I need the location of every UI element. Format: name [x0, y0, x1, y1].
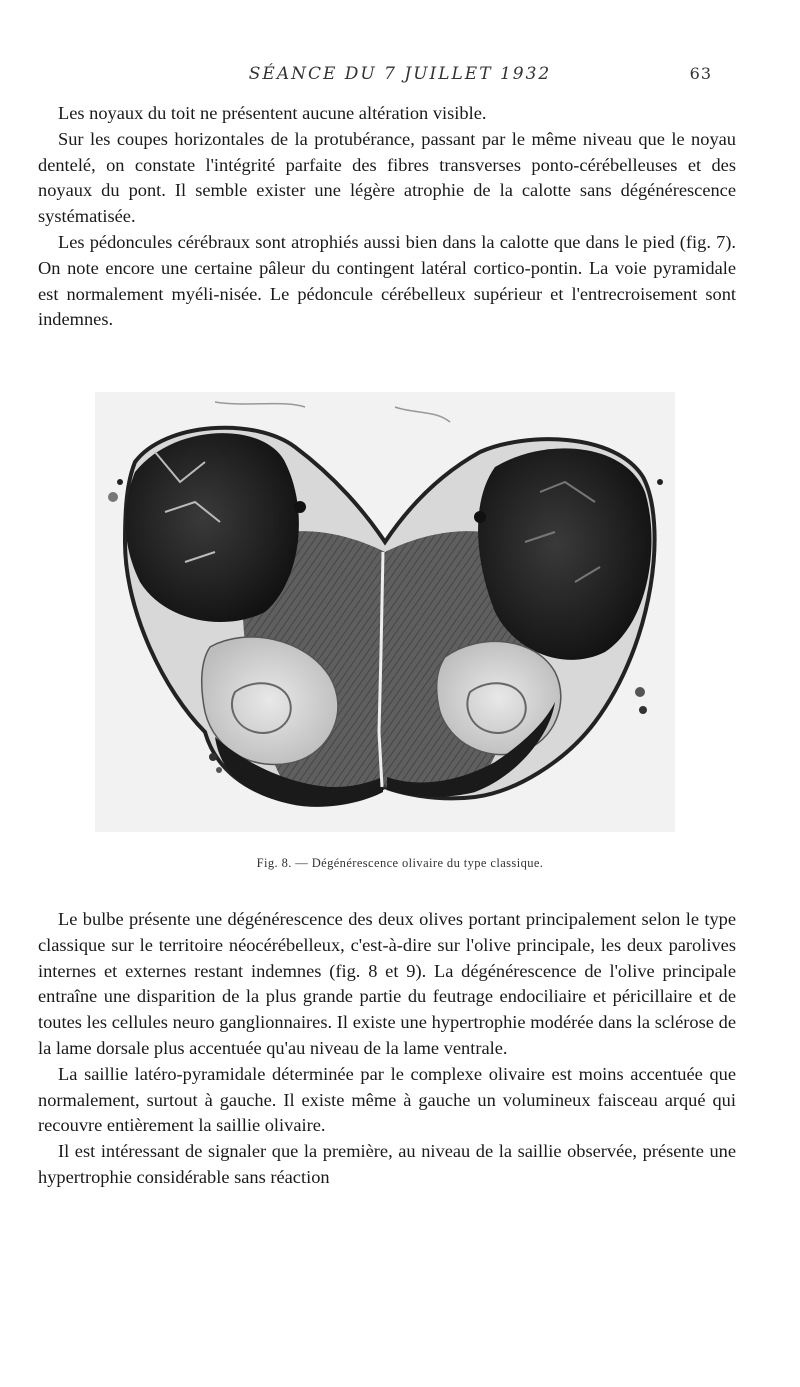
running-head [0, 64, 800, 88]
paragraph: Il est intéressant de signaler que la première, au niveau de la saillie observée, présente une hypertrophie considérable sans réaction [38, 1141, 736, 1187]
body-text-bottom [38, 907, 736, 1191]
page-number: 63 [689, 64, 712, 83]
figure-caption: Fig. 8. — Dégénérescence olivaire du type classique. [256, 856, 544, 870]
body-text-top [38, 101, 736, 333]
paragraph: Les pédoncules cérébraux sont atrophiés aussi bien dans la calotte que dans le pied (fig. 7). On note encore une certaine pâleur du contingent latéral cortico-pontin. La voie pyramidale est normalement myéli-nisée. Le pédoncule cérébelleux supérieur et l'entrecroisement sont indemnes. [38, 231, 736, 330]
running-title: SÉANCE DU 7 JUILLET 1932 [248, 64, 552, 84]
paragraph: Les noyaux du toit ne présentent aucune altération visible. [58, 103, 487, 123]
paragraph: La saillie latéro-pyramidale déterminée par le complexe olivaire est moins accentuée que normalement, surtout à gauche. Il existe même à gauche un volumineux faisceau arqué qui recouvre entièrement la saillie olivaire. [38, 1063, 736, 1136]
paragraph: Sur les coupes horizontales de la protubérance, passant par le même niveau que le noyau dentelé, on constate l'intégrité parfaite des fibres transverses ponto-cérébelleuses et des noyaux du pont. Il semble exister une légère atrophie de la calotte sans dégénérescence systématisée. [38, 128, 736, 227]
brainstem-section-image [95, 392, 675, 832]
paragraph: Le bulbe présente une dégénérescence des deux olives portant principalement selon le type classique sur le territoire néocérébelleux, c'est-à-dire sur l'olive principale, les deux parolives internes et externes restant indemnes (fig. 8 et 9). La dégénérescence de l'olive principale entraîne une disparition de la plus grande partie du feutrage endociliaire et péricillaire et de toutes les cellules neuro ganglionnaires. Il existe une hypertrophie modérée dans la sclérose de la lame dorsale plus accentuée qu'au niveau de la lame ventrale. [38, 909, 736, 1058]
figure-micrograph [95, 392, 675, 832]
